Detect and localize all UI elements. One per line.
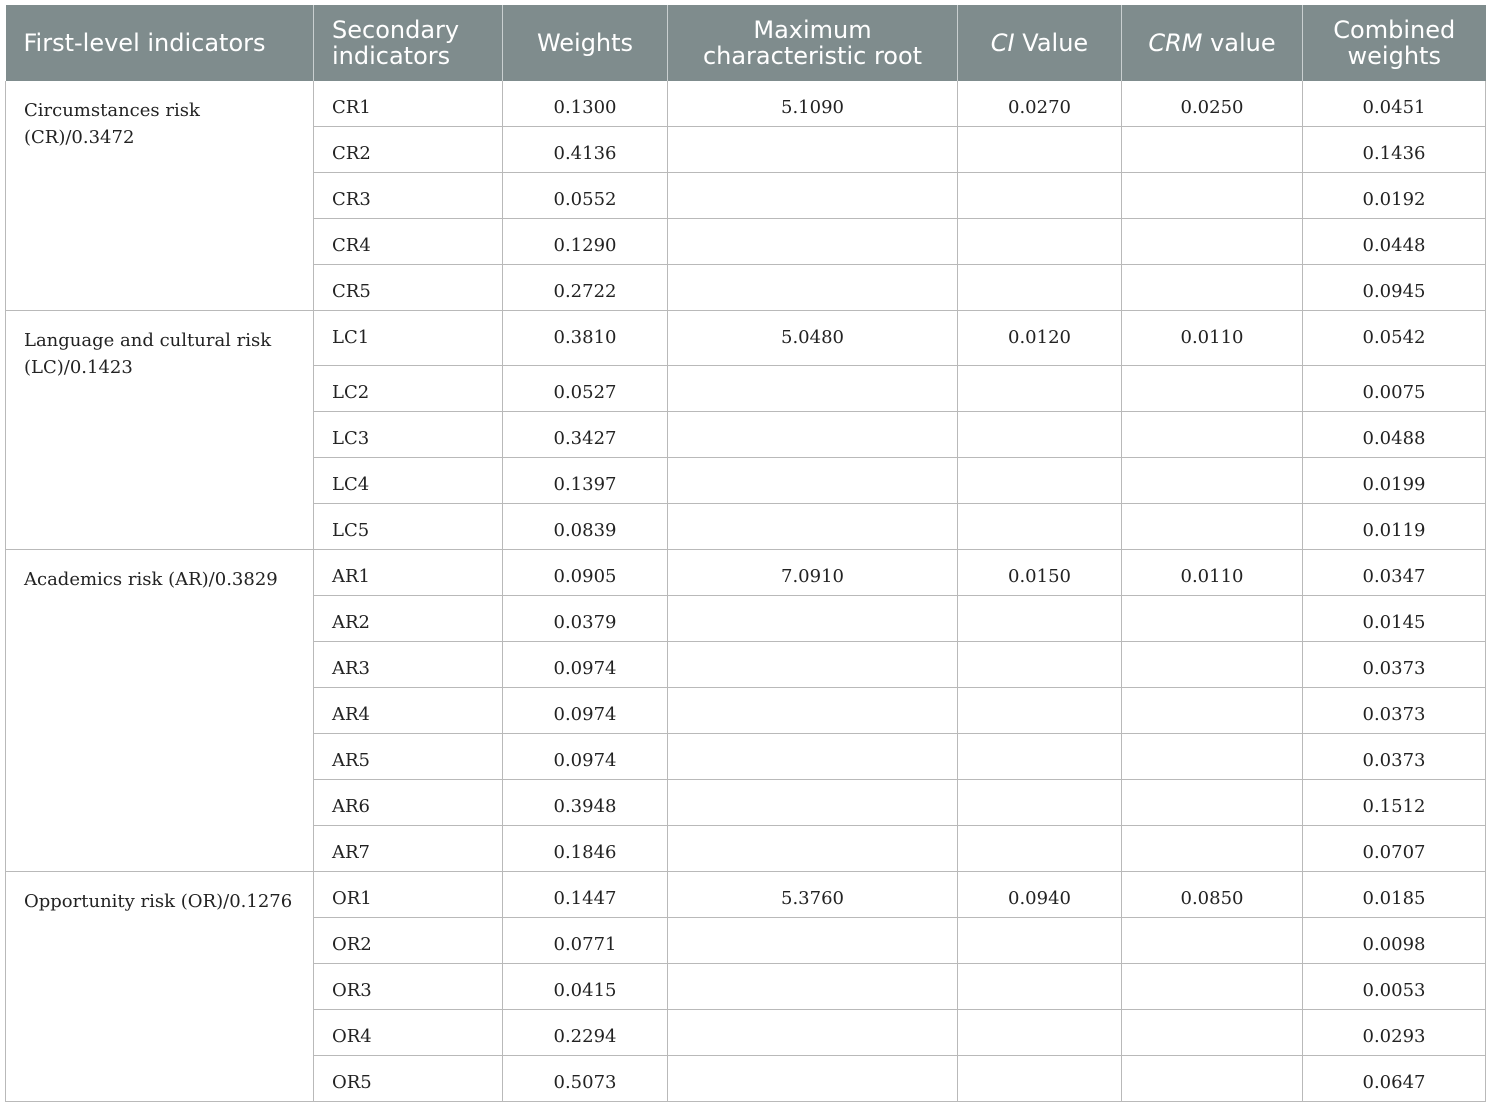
header-combined-line1: Combined: [1333, 16, 1456, 44]
max-root-cell: [668, 127, 958, 173]
combined-weight-cell: 0.0707: [1303, 826, 1486, 872]
header-crm-value: [1122, 5, 1303, 81]
combined-weight-cell: 0.0451: [1303, 81, 1486, 127]
table-row: [6, 81, 1486, 127]
combined-weight-cell: 0.0373: [1303, 642, 1486, 688]
max-root-cell: [668, 780, 958, 826]
ci-value-cell: [958, 366, 1122, 412]
max-root-cell: [668, 412, 958, 458]
header-row: [6, 5, 1486, 81]
secondary-indicator-cell: AR6: [314, 780, 503, 826]
crm-value-cell: [1122, 127, 1303, 173]
header-combined-line2: weights: [1347, 42, 1441, 70]
table-container: [5, 5, 1485, 1102]
secondary-indicator-cell: AR5: [314, 734, 503, 780]
crm-value-cell: [1122, 412, 1303, 458]
crm-value-cell: [1122, 964, 1303, 1010]
max-root-cell: [668, 918, 958, 964]
max-root-cell: [668, 366, 958, 412]
ci-value-cell: [958, 1010, 1122, 1056]
combined-weight-cell: 0.0373: [1303, 734, 1486, 780]
crm-value-cell: [1122, 780, 1303, 826]
max-root-cell: [668, 688, 958, 734]
ci-value-cell: [958, 688, 1122, 734]
weight-cell: 0.3810: [503, 311, 668, 366]
combined-weight-cell: 0.0373: [1303, 688, 1486, 734]
header-crm-rest: value: [1202, 29, 1276, 57]
secondary-indicator-cell: LC3: [314, 412, 503, 458]
header-weights-text: Weights: [536, 29, 634, 57]
table-row: [6, 550, 1486, 596]
secondary-indicator-cell: LC1: [314, 311, 503, 366]
max-root-cell: [668, 219, 958, 265]
secondary-indicator-cell: AR7: [314, 826, 503, 872]
header-ci-rest: Value: [1014, 29, 1089, 57]
first-level-indicator-cell: Academics risk (AR)/0.3829: [6, 550, 314, 872]
crm-value-cell: [1122, 734, 1303, 780]
weight-cell: 0.0974: [503, 734, 668, 780]
combined-weight-cell: 0.0488: [1303, 412, 1486, 458]
weight-cell: 0.1300: [503, 81, 668, 127]
header-first-level: [6, 5, 314, 81]
max-root-cell: [668, 1010, 958, 1056]
ci-value-cell: [958, 127, 1122, 173]
crm-value-cell: 0.0850: [1122, 872, 1303, 918]
crm-value-cell: 0.0110: [1122, 311, 1303, 366]
crm-value-cell: [1122, 219, 1303, 265]
max-root-cell: [668, 642, 958, 688]
crm-value-cell: [1122, 265, 1303, 311]
weight-cell: 0.0839: [503, 504, 668, 550]
header-secondary: [314, 5, 503, 81]
table-header: [6, 5, 1486, 81]
ci-value-cell: 0.0150: [958, 550, 1122, 596]
ci-value-cell: [958, 596, 1122, 642]
combined-weight-cell: 0.1436: [1303, 127, 1486, 173]
secondary-indicator-cell: LC5: [314, 504, 503, 550]
weight-cell: 0.0974: [503, 688, 668, 734]
ci-value-cell: [958, 412, 1122, 458]
secondary-indicator-cell: OR4: [314, 1010, 503, 1056]
secondary-indicator-cell: AR2: [314, 596, 503, 642]
max-root-cell: 5.3760: [668, 872, 958, 918]
weight-cell: 0.0771: [503, 918, 668, 964]
secondary-indicator-cell: CR5: [314, 265, 503, 311]
weight-cell: 0.0974: [503, 642, 668, 688]
combined-weight-cell: 0.0075: [1303, 366, 1486, 412]
ci-value-cell: [958, 918, 1122, 964]
max-root-cell: 5.0480: [668, 311, 958, 366]
max-root-cell: [668, 596, 958, 642]
header-weights: [503, 5, 668, 81]
weight-cell: 0.2722: [503, 265, 668, 311]
weight-cell: 0.1846: [503, 826, 668, 872]
first-level-indicator-cell: Circumstances risk (CR)/0.3472: [6, 81, 314, 311]
combined-weight-cell: 0.0119: [1303, 504, 1486, 550]
header-combined-weights: [1303, 5, 1486, 81]
ci-value-cell: [958, 642, 1122, 688]
crm-value-cell: 0.0110: [1122, 550, 1303, 596]
secondary-indicator-cell: AR1: [314, 550, 503, 596]
ci-value-cell: [958, 173, 1122, 219]
weight-cell: 0.1397: [503, 458, 668, 504]
header-secondary-line2: indicators: [332, 42, 451, 70]
crm-value-cell: [1122, 688, 1303, 734]
weight-cell: 0.0415: [503, 964, 668, 1010]
header-max-root-line2: characteristic root: [702, 42, 923, 70]
header-first-level-text: First-level indicators: [23, 29, 266, 57]
max-root-cell: 5.1090: [668, 81, 958, 127]
ci-value-cell: [958, 734, 1122, 780]
secondary-indicator-cell: OR5: [314, 1056, 503, 1102]
ci-value-cell: [958, 265, 1122, 311]
ci-value-cell: [958, 504, 1122, 550]
secondary-indicator-cell: OR3: [314, 964, 503, 1010]
crm-value-cell: [1122, 504, 1303, 550]
weight-cell: 0.2294: [503, 1010, 668, 1056]
weight-cell: 0.0527: [503, 366, 668, 412]
ci-value-cell: [958, 219, 1122, 265]
header-max-root-line1: Maximum: [753, 16, 872, 44]
weight-cell: 0.4136: [503, 127, 668, 173]
weight-cell: 0.0379: [503, 596, 668, 642]
weight-cell: 0.5073: [503, 1056, 668, 1102]
max-root-cell: [668, 1056, 958, 1102]
table-row: [6, 872, 1486, 918]
ci-value-cell: [958, 826, 1122, 872]
header-ci-value: [958, 5, 1122, 81]
max-root-cell: [668, 964, 958, 1010]
combined-weight-cell: 0.0145: [1303, 596, 1486, 642]
max-root-cell: [668, 458, 958, 504]
combined-weight-cell: 0.0945: [1303, 265, 1486, 311]
max-root-cell: [668, 173, 958, 219]
secondary-indicator-cell: CR4: [314, 219, 503, 265]
crm-value-cell: [1122, 826, 1303, 872]
crm-value-cell: 0.0250: [1122, 81, 1303, 127]
ci-value-cell: [958, 1056, 1122, 1102]
weight-cell: 0.0552: [503, 173, 668, 219]
weight-cell: 0.1290: [503, 219, 668, 265]
header-secondary-line1: Secondary: [332, 16, 460, 44]
crm-value-cell: [1122, 458, 1303, 504]
ci-value-cell: [958, 964, 1122, 1010]
max-root-cell: [668, 826, 958, 872]
header-max-root: [668, 5, 958, 81]
weight-cell: 0.3427: [503, 412, 668, 458]
ci-value-cell: 0.0120: [958, 311, 1122, 366]
weight-cell: 0.0905: [503, 550, 668, 596]
secondary-indicator-cell: AR3: [314, 642, 503, 688]
crm-value-cell: [1122, 173, 1303, 219]
weight-cell: 0.1447: [503, 872, 668, 918]
combined-weight-cell: 0.0448: [1303, 219, 1486, 265]
crm-value-cell: [1122, 642, 1303, 688]
crm-value-cell: [1122, 1010, 1303, 1056]
max-root-cell: 7.0910: [668, 550, 958, 596]
secondary-indicator-cell: CR3: [314, 173, 503, 219]
first-level-indicator-cell: Language and cultural risk (LC)/0.1423: [6, 311, 314, 550]
combined-weight-cell: 0.0293: [1303, 1010, 1486, 1056]
crm-value-cell: [1122, 596, 1303, 642]
secondary-indicator-cell: CR1: [314, 81, 503, 127]
crm-value-cell: [1122, 1056, 1303, 1102]
combined-weight-cell: 0.0053: [1303, 964, 1486, 1010]
combined-weight-cell: 0.0347: [1303, 550, 1486, 596]
table-body: [6, 81, 1486, 1102]
ci-value-cell: 0.0270: [958, 81, 1122, 127]
combined-weight-cell: 0.0542: [1303, 311, 1486, 366]
crm-value-cell: [1122, 918, 1303, 964]
combined-weight-cell: 0.0098: [1303, 918, 1486, 964]
ci-value-cell: [958, 780, 1122, 826]
secondary-indicator-cell: CR2: [314, 127, 503, 173]
combined-weight-cell: 0.1512: [1303, 780, 1486, 826]
ci-value-cell: 0.0940: [958, 872, 1122, 918]
weight-cell: 0.3948: [503, 780, 668, 826]
table-row: [6, 311, 1486, 366]
combined-weight-cell: 0.0199: [1303, 458, 1486, 504]
max-root-cell: [668, 504, 958, 550]
combined-weight-cell: 0.0185: [1303, 872, 1486, 918]
crm-value-cell: [1122, 366, 1303, 412]
indicator-weights-table: [5, 5, 1486, 1102]
secondary-indicator-cell: AR4: [314, 688, 503, 734]
header-crm-italic: CRM: [1148, 29, 1203, 57]
max-root-cell: [668, 265, 958, 311]
combined-weight-cell: 0.0192: [1303, 173, 1486, 219]
secondary-indicator-cell: OR2: [314, 918, 503, 964]
secondary-indicator-cell: OR1: [314, 872, 503, 918]
secondary-indicator-cell: LC2: [314, 366, 503, 412]
header-ci-italic: CI: [990, 29, 1015, 57]
combined-weight-cell: 0.0647: [1303, 1056, 1486, 1102]
first-level-indicator-cell: Opportunity risk (OR)/0.1276: [6, 872, 314, 1102]
secondary-indicator-cell: LC4: [314, 458, 503, 504]
max-root-cell: [668, 734, 958, 780]
ci-value-cell: [958, 458, 1122, 504]
